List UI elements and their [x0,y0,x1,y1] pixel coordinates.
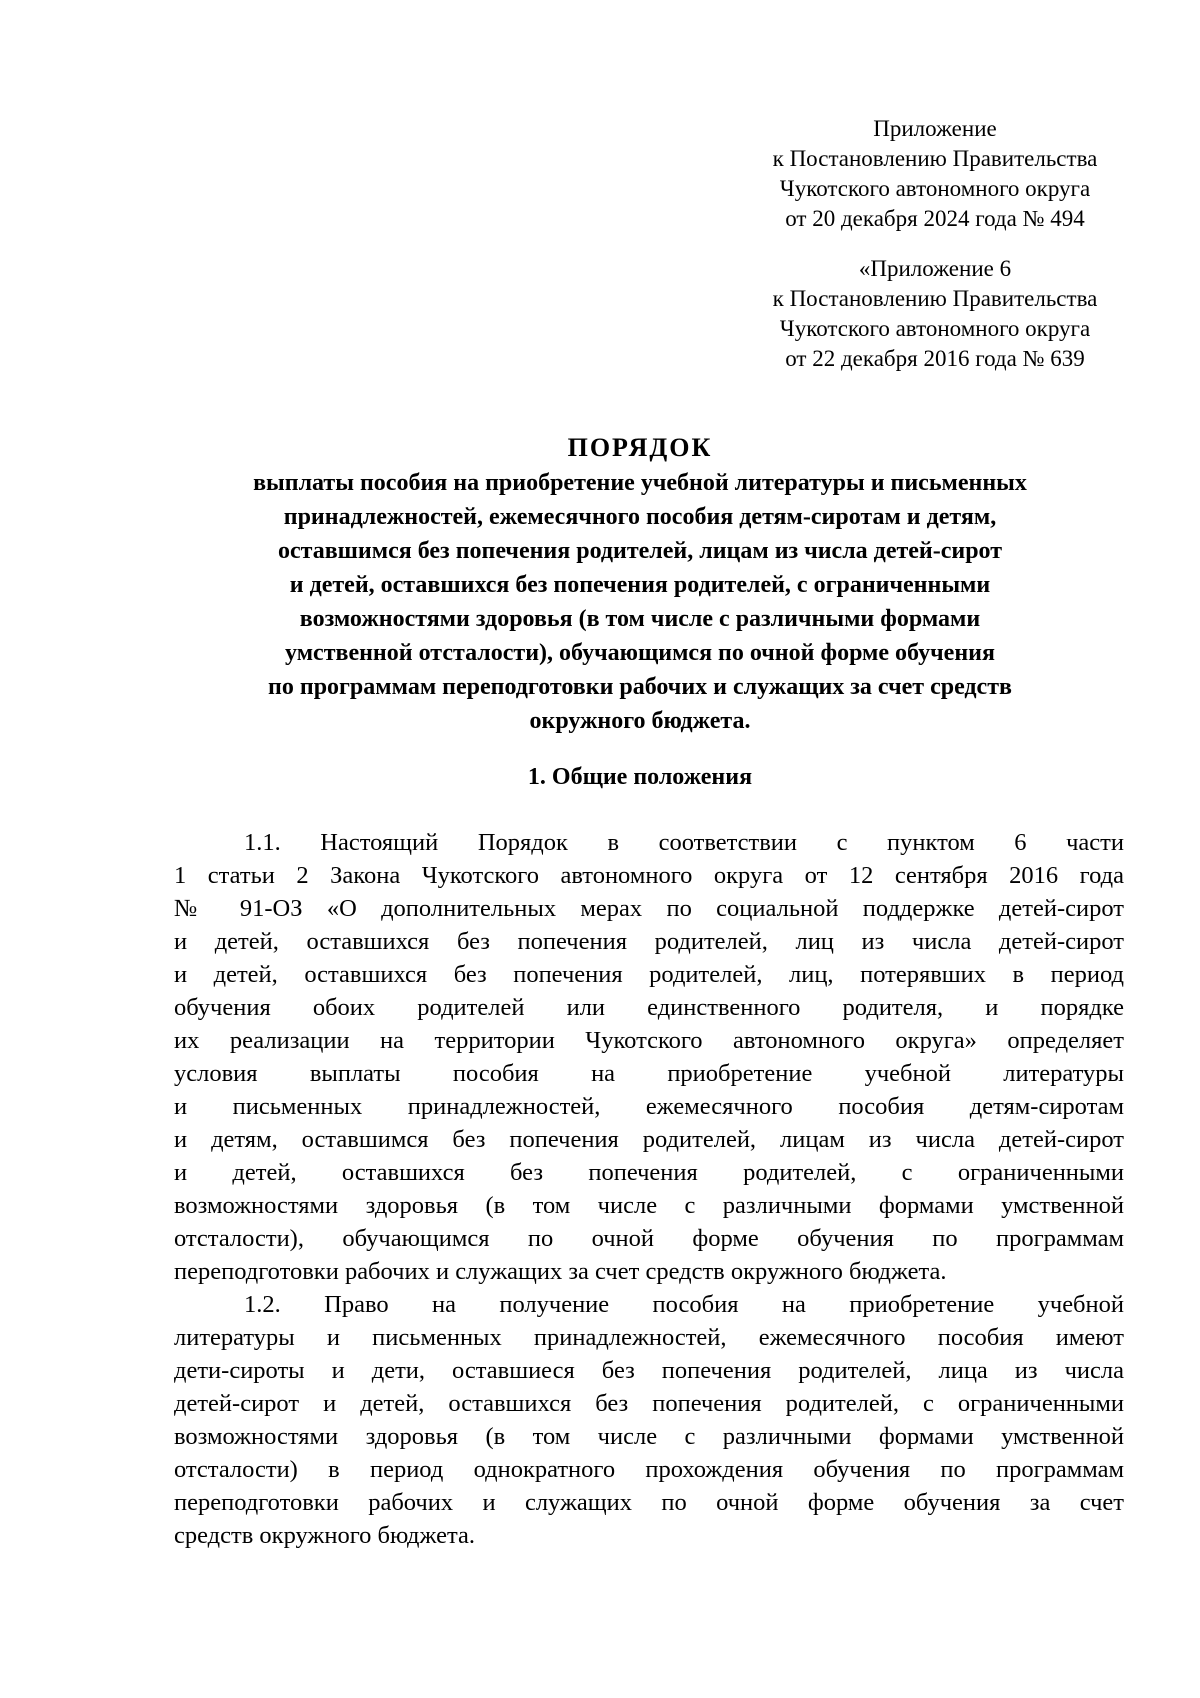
document-title: ПОРЯДОК [567,433,713,462]
attachment-line: «Приложение 6 [858,256,1012,281]
paragraph-line: литературы и письменных принадлежностей, ежемесячного пособия имеют [174,1324,1124,1351]
document-subtitle-line: оставшимся без попечения родителей, лицам из числа детей-сирот [277,538,1003,564]
document-subtitle-line: принадлежностей, ежемесячного пособия детям-сиротам и детям, [283,504,997,530]
paragraph-line: 1 статьи 2 Закона Чукотского автономного округа от 12 сентября 2016 года [174,862,1124,889]
document-subtitle-line: возможностями здоровья (в том числе с различными формами [299,606,981,632]
paragraph-line: обучения обоих родителей или единственного родителя, и порядке [174,994,1124,1021]
attachment-line: от 20 декабря 2024 года № 494 [785,206,1085,231]
attachment-line: от 22 декабря 2016 года № 639 [785,346,1085,371]
attachment-line: Чукотского автономного округа [779,176,1091,201]
document-subtitle-line: окружного бюджета. [529,708,751,734]
attachment-line: к Постановлению Правительства [772,146,1098,171]
document-subtitle-line: по программам переподготовки рабочих и служащих за счет средств [268,674,1012,700]
attachment-line: Приложение [873,116,997,141]
document-body [174,826,1124,1552]
paragraph-line: и письменных принадлежностей, ежемесячного пособия детям-сиротам [174,1093,1124,1120]
paragraph-1-2 [174,1288,1124,1552]
attachment-note [745,114,1125,234]
paragraph-line: дети-сироты и дети, оставшиеся без попечения родителей, лица из числа [174,1357,1124,1384]
paragraph-line: и детей, оставшихся без попечения родителей, лиц, потерявших в период [174,961,1124,988]
document-title-block [160,430,1120,738]
attachment-line: к Постановлению Правительства [772,286,1098,311]
attachment-note-original [745,254,1125,374]
paragraph-line: и детей, оставшихся без попечения родителей, с ограниченными [174,1159,1124,1186]
paragraph-line: 1.2. Право на получение пособия на приобретение учебной [244,1291,1124,1318]
paragraph-line: возможностями здоровья (в том числе с различными формами умственной [174,1423,1124,1450]
paragraph-line: детей-сирот и детей, оставшихся без попечения родителей, с ограниченными [174,1390,1124,1417]
document-subtitle-line: и детей, оставшихся без попечения родителей, с ограниченными [289,572,991,598]
paragraph-1-1 [174,826,1124,1288]
paragraph-line: и детей, оставшихся без попечения родителей, лиц из числа детей-сирот [174,928,1124,955]
paragraph-line: № 91-ОЗ «О дополнительных мерах по социальной поддержке детей-сирот [174,895,1124,922]
section-heading: 1. Общие положения [527,764,753,790]
paragraph-line: средств окружного бюджета. [174,1522,475,1549]
paragraph-line: их реализации на территории Чукотского автономного округа» определяет [174,1027,1124,1054]
paragraph-line: переподготовки рабочих и служащих по очной форме обучения за счет [174,1489,1124,1516]
paragraph-line: переподготовки рабочих и служащих за счет средств окружного бюджета. [174,1258,947,1285]
paragraph-line: отсталости) в период однократного прохождения обучения по программам [174,1456,1124,1483]
paragraph-line: и детям, оставшимся без попечения родителей, лицам из числа детей-сирот [174,1126,1124,1153]
paragraph-line: отсталости), обучающимся по очной форме обучения по программам [174,1225,1124,1252]
paragraph-line: условия выплаты пособия на приобретение учебной литературы [174,1060,1124,1087]
document-subtitle-line: выплаты пособия на приобретение учебной литературы и письменных [253,470,1027,496]
paragraph-line: возможностями здоровья (в том числе с различными формами умственной [174,1192,1124,1219]
paragraph-line: 1.1. Настоящий Порядок в соответствии с пунктом 6 части [244,829,1124,856]
document-subtitle-line: умственной отсталости), обучающимся по очной форме обучения [285,640,995,666]
attachment-line: Чукотского автономного округа [779,316,1091,341]
